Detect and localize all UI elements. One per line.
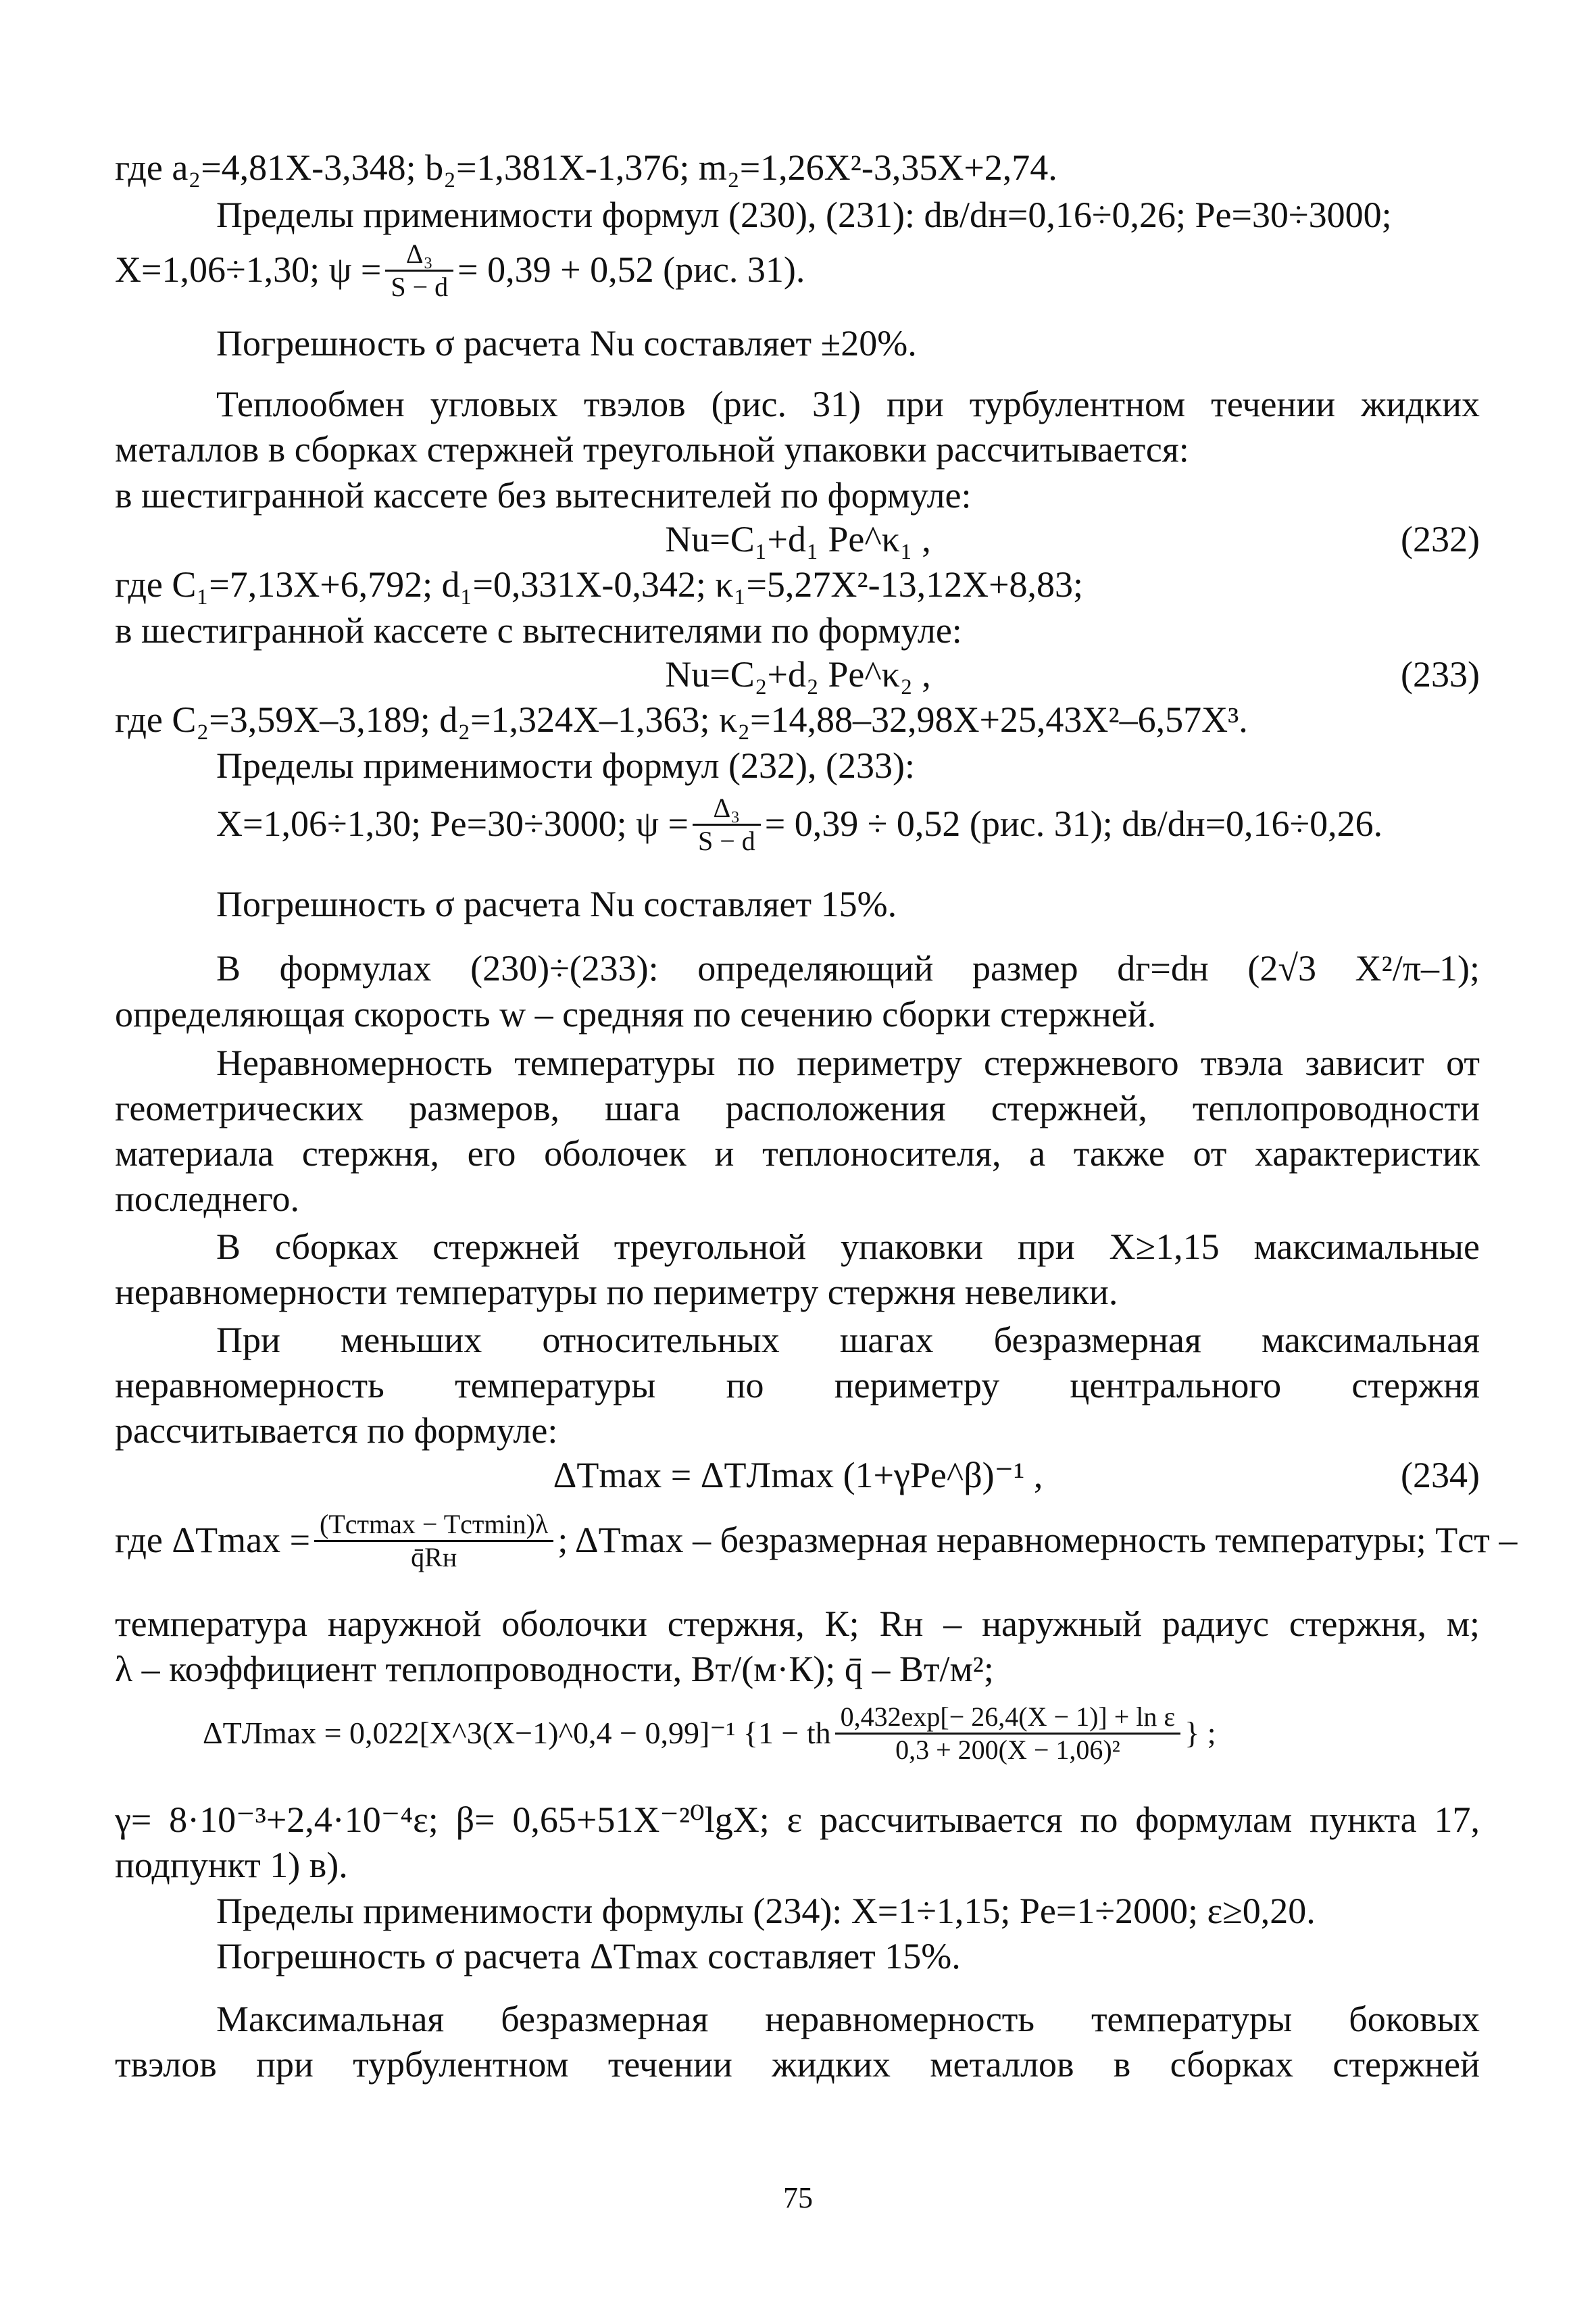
formula-line	[115, 787, 1480, 862]
fraction	[385, 239, 453, 303]
formula-234: ΔTmax = ΔTЛmax (1+γPe^β)⁻¹ ,	[553, 1455, 1043, 1495]
formula-233: Nu=C₂+d₂ Pe^κ₂ ,	[665, 654, 931, 695]
text-line: температура наружной оболочки стержня, К; Rн – наружный радиус стержня, м;	[115, 1603, 1480, 1644]
text-line: В сборках стержней треугольной упаковки при X≥1,15 максимальные	[216, 1226, 1480, 1267]
text-line: твэлов при турбулентном течении жидких металлов в сборках стержней	[115, 2044, 1480, 2085]
text-line: где a₂=4,81X-3,348; b₂=1,381X-1,376; m₂=1,26X²-3,35X+2,74.	[115, 147, 1057, 188]
text-line: γ= 8·10⁻³+2,4·10⁻⁴ε; β= 0,65+51X⁻²⁰lgX; ε рассчитывается по формулам пункта 17,	[115, 1799, 1480, 1840]
formula-text: ΔTЛmax = 0,022[X^3(X−1)^0,4 − 0,99]⁻¹ {1 − th	[203, 1716, 831, 1751]
formula-232: Nu=C₁+d₁ Pe^κ₁ ,	[665, 519, 931, 559]
formula-line	[115, 233, 1480, 307]
text-line: Неравномерность температуры по периметру стержневого твэла зависит от	[216, 1043, 1480, 1083]
formula-text: } ;	[1184, 1716, 1216, 1751]
formula-text: ; ΔTmax – безразмерная неравномерность температуры; Tст –	[557, 1520, 1518, 1561]
text-line: геометрических размеров, шага расположения стержней, теплопроводности	[115, 1088, 1480, 1128]
fraction	[693, 793, 761, 857]
equation-number: (234)	[1401, 1455, 1480, 1495]
text-line: неравномерности температуры по периметру стержня невелики.	[115, 1272, 1118, 1312]
formula-text: где ΔTmax =	[115, 1520, 311, 1561]
equation-number: (232)	[1401, 519, 1480, 559]
text-line: подпункт 1) в).	[115, 1845, 348, 1885]
text-line: неравномерность температуры по периметру центрального стержня	[115, 1365, 1480, 1405]
formula-line	[115, 1497, 1518, 1585]
text-line: λ – коэффициент теплопроводности, Вт/(м·К); q̄ – Вт/м²;	[115, 1649, 994, 1689]
text-line: Погрешность σ расчета ΔTmax составляет 15%.	[216, 1936, 961, 1976]
text-line: Пределы применимости формул (232), (233):	[216, 745, 915, 786]
text-line: Погрешность σ расчета Nu составляет ±20%.	[216, 323, 917, 364]
fraction-numerator: Δ₃	[693, 793, 761, 826]
text-line: При меньших относительных шагах безразмерная максимальная	[216, 1320, 1480, 1360]
fraction-denominator: 0,3 + 200(X − 1,06)²	[895, 1734, 1120, 1765]
text-line: Пределы применимости формул (230), (231): dв/dн=0,16÷0,26; Pe=30÷3000;	[216, 195, 1392, 235]
fraction-numerator: Δ₃	[385, 239, 453, 272]
text-line: Теплообмен угловых твэлов (рис. 31) при турбулентном течении жидких	[216, 384, 1480, 424]
fraction-numerator: 0,432exp[− 26,4(X − 1)] + ln ε	[835, 1701, 1181, 1735]
formula-text: = 0,39 + 0,52 (рис. 31).	[457, 249, 805, 291]
fraction-denominator: S − d	[697, 825, 755, 856]
formula-text: X=1,06÷1,30; ψ =	[115, 249, 382, 291]
fraction	[314, 1509, 553, 1573]
text-line: в шестигранной кассете с вытеснителями по формуле:	[115, 610, 962, 651]
fraction-denominator: q̄Rн	[411, 1541, 457, 1572]
text-line: Погрешность σ расчета Nu составляет 15%.	[216, 884, 897, 924]
text-line: материала стержня, его оболочек и теплоносителя, а также от характеристик	[115, 1133, 1480, 1174]
text-line: где C₂=3,59X–3,189; d₂=1,324X–1,363; κ₂=14,88–32,98X+25,43X²–6,57X³.	[115, 699, 1248, 740]
text-line: в шестигранной кассете без вытеснителей по формуле:	[115, 475, 972, 516]
text-line: рассчитывается по формуле:	[115, 1410, 558, 1451]
fraction-denominator: S − d	[391, 271, 449, 302]
formula-text: = 0,39 ÷ 0,52 (рис. 31); dв/dн=0,16÷0,26.	[764, 803, 1383, 845]
text-line: Пределы применимости формулы (234): X=1÷1,15; Pe=1÷2000; ε≥0,20.	[216, 1891, 1316, 1931]
text-line: В формулах (230)÷(233): определяющий размер dг=dн (2√3 X²/π–1);	[216, 948, 1480, 989]
text-line: Максимальная безразмерная неравномерность температуры боковых	[216, 1999, 1480, 2039]
page-number: 75	[783, 2181, 813, 2214]
text-line: определяющая скорость w – средняя по сечению сборки стержней.	[115, 994, 1157, 1035]
text-line: где C₁=7,13X+6,792; d₁=0,331X-0,342; κ₁=5,27X²-13,12X+8,83;	[115, 564, 1084, 605]
text-line: последнего.	[115, 1178, 300, 1219]
formula-line	[203, 1693, 1487, 1774]
fraction-numerator: (Tстmax − Tстmin)λ	[314, 1509, 553, 1542]
formula-text: X=1,06÷1,30; Pe=30÷3000; ψ =	[216, 803, 689, 845]
text-line: металлов в сборках стержней треугольной упаковки рассчитывается:	[115, 429, 1189, 470]
equation-number: (233)	[1401, 654, 1480, 695]
fraction	[835, 1701, 1181, 1766]
